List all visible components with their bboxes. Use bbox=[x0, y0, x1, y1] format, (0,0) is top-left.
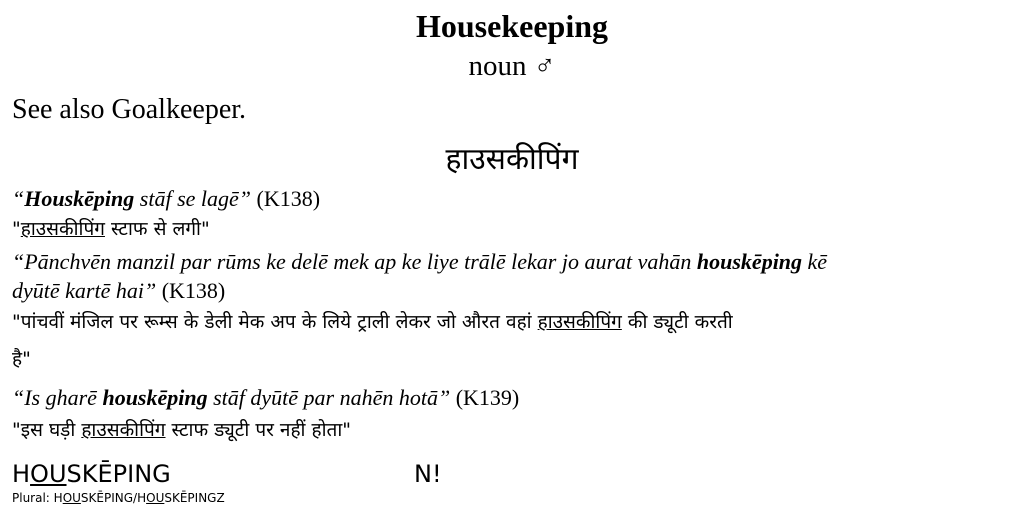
example-2-text-a: “Pānchvēn manzil par rūms ke delē mek ap ke liye trālē lekar jo aurat vahān bbox=[12, 249, 697, 274]
plural-label: Plural: bbox=[12, 491, 54, 505]
entry-code-word bbox=[12, 460, 171, 488]
entry-code-type: N! bbox=[414, 460, 442, 488]
example-1-keyword: Houskēping bbox=[24, 186, 135, 211]
example-1-quote-close: ” bbox=[238, 186, 252, 211]
example-2-deva-text-b: की ड्यूटी करती bbox=[621, 311, 733, 333]
example-1-deva-quote-close: " bbox=[200, 218, 210, 240]
example-2-deva-text-a: "पांचवीं मंजिल पर रूम्स के डेली मेक अप के लिये ट्राली लेकर जो औरत वहां bbox=[12, 311, 538, 333]
example-3-deva-keyword: हाउसकीपिंग bbox=[81, 419, 166, 441]
plural-2-a: H bbox=[137, 491, 147, 505]
example-2-keyword: houskēping bbox=[696, 249, 803, 274]
part-of-speech bbox=[0, 50, 1024, 83]
example-3-keyword: houskēping bbox=[102, 385, 208, 410]
example-2-transliteration-line-2 bbox=[12, 278, 225, 304]
example-1-deva-text: स्टाफ से लगी bbox=[104, 218, 201, 240]
example-3-devanagari bbox=[12, 416, 351, 442]
example-1-quote-open: “ bbox=[12, 186, 25, 211]
plural-line bbox=[12, 491, 225, 505]
example-3-text-a: “Is gharē bbox=[12, 385, 103, 410]
see-also-note: See also Goalkeeper. bbox=[12, 94, 247, 125]
code-word-underlined: OU bbox=[30, 460, 67, 488]
example-2-transliteration-line-1 bbox=[12, 249, 827, 275]
pos-label: noun bbox=[468, 50, 527, 82]
example-2-text-c: dyūtē kartē hai” bbox=[12, 278, 157, 303]
example-2-devanagari-line-1 bbox=[12, 308, 733, 334]
example-2-ref: (K138) bbox=[156, 278, 226, 303]
plural-2-b: SKĒPINGZ bbox=[164, 491, 225, 505]
example-3-text-b: stāf dyūtē par nahēn hotā” bbox=[207, 385, 451, 410]
example-2-deva-keyword: हाउसकीपिंग bbox=[537, 311, 622, 333]
example-3-deva-text-b: स्टाफ ड्यूटी पर नहीं होता" bbox=[165, 419, 352, 441]
example-1-deva-keyword: हाउसकीपिंग bbox=[20, 218, 105, 240]
hindi-headword: हाउसकीपिंग bbox=[445, 142, 579, 177]
code-word-a: H bbox=[12, 460, 31, 488]
plural-1-a: H bbox=[53, 491, 63, 505]
example-1-devanagari bbox=[12, 215, 210, 241]
example-1-text: stāf se lagē bbox=[134, 186, 239, 211]
plural-1-b: SKĒPING/ bbox=[80, 491, 138, 505]
example-1-transliteration bbox=[12, 186, 320, 212]
code-word-b: SKĒPING bbox=[66, 460, 171, 488]
example-1-deva-quote-open: " bbox=[12, 218, 21, 240]
example-2-text-b: kē bbox=[802, 249, 828, 274]
example-1-ref: (K138) bbox=[251, 186, 321, 211]
example-3-transliteration bbox=[12, 385, 519, 411]
male-gender-icon: ♂ bbox=[533, 50, 556, 82]
example-3-ref: (K139) bbox=[450, 385, 520, 410]
plural-2-underlined: OU bbox=[146, 491, 165, 505]
headword: Housekeeping bbox=[415, 8, 609, 44]
plural-1-underlined: OU bbox=[62, 491, 81, 505]
example-2-devanagari-line-2: है" bbox=[12, 348, 31, 370]
example-3-deva-text-a: "इस घड़ी bbox=[12, 419, 82, 441]
